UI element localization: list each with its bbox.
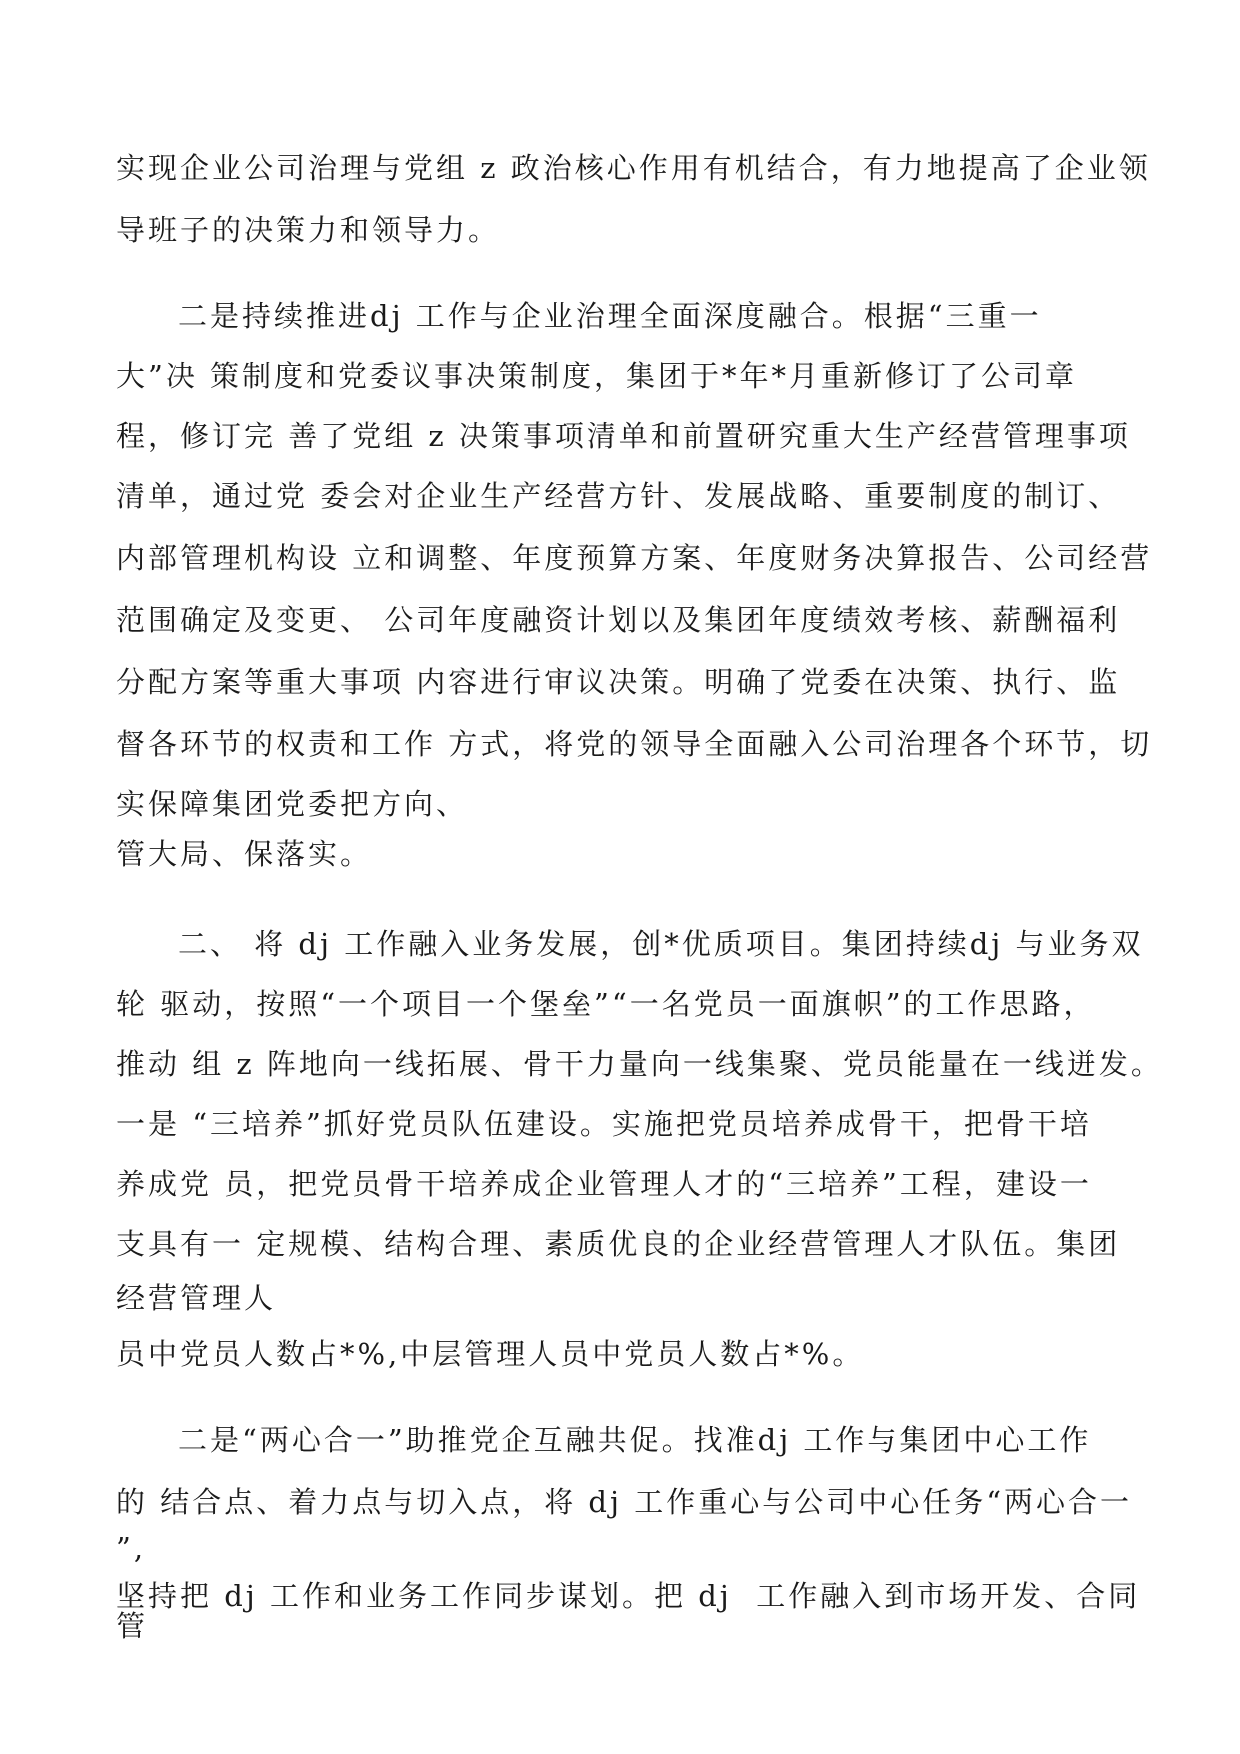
section-heading-line: 二、 将 dj 工作融入业务发展，创*优质项目。集团持续dj 与业务双 — [178, 927, 1144, 961]
text-line: 管 — [116, 1609, 149, 1643]
text-line: 范围确定及变更、 公司年度融资计划以及集团年度绩效考核、薪酬福利 — [116, 603, 1121, 637]
text-line: 程，修订完 善了党组 z 决策事项清单和前置研究重大生产经营管理事项 — [116, 419, 1131, 453]
text-line: 员中党员人数占*%,中层管理人员中党员人数占*%。 — [116, 1337, 865, 1371]
paragraph-start-line: 二是“两心合一”助推党企互融共促。找准dj 工作与集团中心工作 — [178, 1423, 1092, 1457]
text-line: 推动 组 z 阵地向一线拓展、骨干力量向一线集聚、党员能量在一线迸发。 — [116, 1047, 1163, 1081]
text-line: 的 结合点、着力点与切入点，将 dj 工作重心与公司中心任务“两心合一 — [116, 1485, 1133, 1519]
text-line: 督各环节的权责和工作 方式，将党的领导全面融入公司治理各个环节，切 — [116, 727, 1153, 761]
text-line: 经营管理人 — [116, 1281, 277, 1315]
text-line: 实现企业公司治理与党组 z 政治核心作用有机结合，有力地提高了企业领 — [116, 151, 1151, 185]
paragraph-start-line: 二是持续推进dj 工作与企业治理全面深度融合。根据“三重一 — [178, 299, 1042, 333]
text-line: 分配方案等重大事项 内容进行审议决策。明确了党委在决策、执行、监 — [116, 665, 1121, 699]
text-line: 实保障集团党委把方向、 — [116, 787, 469, 821]
text-line: 清单，通过党 委会对企业生产经营方针、发展战略、重要制度的制订、 — [116, 479, 1121, 513]
text-line: 内部管理机构设 立和调整、年度预算方案、年度财务决算报告、公司经营 — [116, 541, 1153, 575]
text-line: 导班子的决策力和领导力。 — [116, 213, 501, 247]
text-line: 一是 “三培养”抓好党员队伍建设。实施把党员培养成骨干，把骨干培 — [116, 1107, 1092, 1141]
text-line: 坚持把 dj 工作和业务工作同步谋划。把 dj 工作融入到市场开发、合同 — [116, 1579, 1141, 1613]
text-line: ”, — [116, 1531, 147, 1565]
text-line: 养成党 员，把党员骨干培养成企业管理人才的“三培养”工程，建设一 — [116, 1167, 1092, 1201]
text-line: 轮 驱动，按照“一个项目一个堡垒”“一名党员一面旗帜”的工作思路， — [116, 987, 1096, 1021]
text-line: 支具有一 定规模、结构合理、素质优良的企业经营管理人才队伍。集团 — [116, 1227, 1121, 1261]
text-line: 管大局、保落实。 — [116, 837, 373, 871]
text-line: 大”决 策制度和党委议事决策制度，集团于*年*月重新修订了公司章 — [116, 359, 1078, 393]
